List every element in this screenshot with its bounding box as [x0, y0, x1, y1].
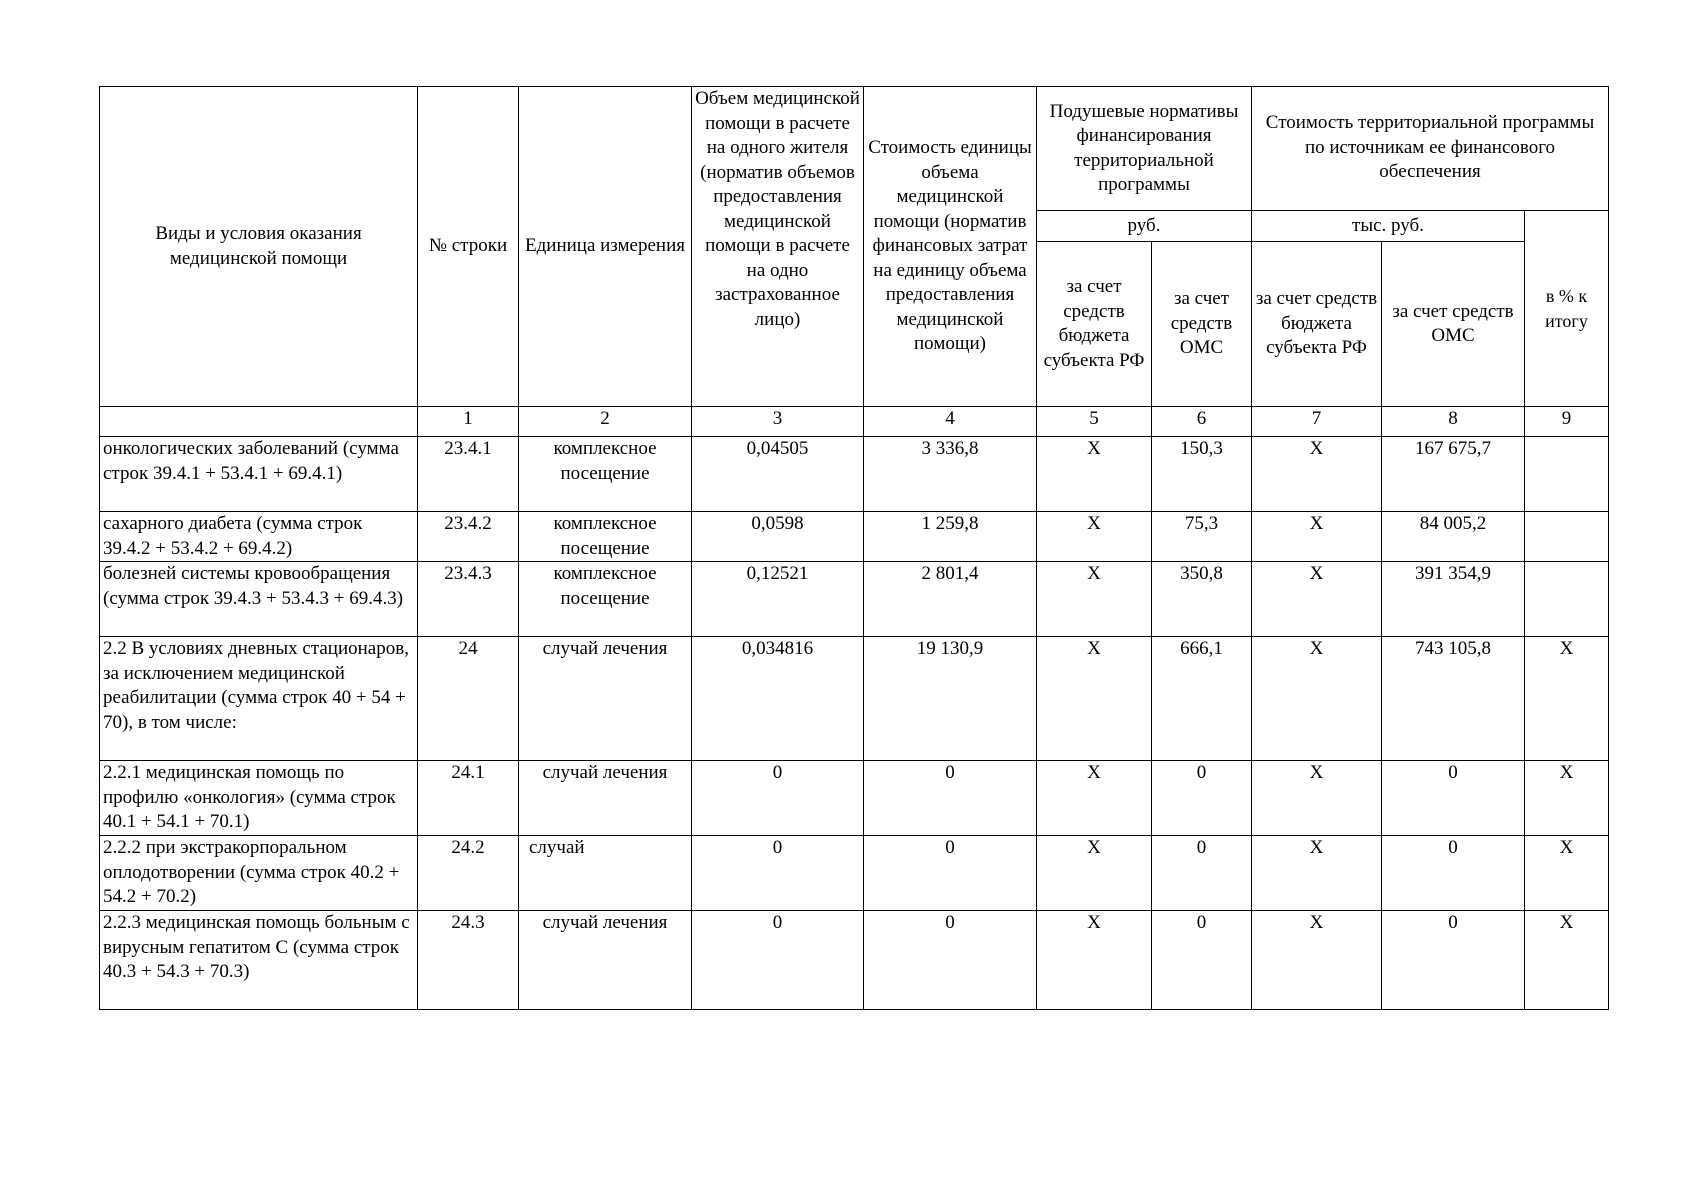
row-volume: 0,0598 — [692, 512, 864, 562]
row-percent — [1525, 437, 1609, 512]
row-pc-budget: X — [1037, 437, 1152, 512]
row-number: 24 — [418, 637, 519, 761]
row-t-oms: 0 — [1382, 761, 1525, 836]
column-number: 3 — [692, 407, 864, 437]
row-t-oms: 0 — [1382, 911, 1525, 1010]
row-volume: 0,04505 — [692, 437, 864, 512]
row-number: 24.3 — [418, 911, 519, 1010]
row-t-oms: 0 — [1382, 836, 1525, 911]
column-number: 4 — [864, 407, 1037, 437]
row-pc-oms: 0 — [1152, 836, 1252, 911]
row-cost: 19 130,9 — [864, 637, 1037, 761]
financing-table — [99, 86, 1609, 1010]
row-t-budget: X — [1252, 562, 1382, 637]
header-cost: Стоимость единицы объема медицинской помощи (норматив финансовых затрат на единицу объема предоставления медицинской помощи) — [864, 87, 1037, 407]
row-cost: 0 — [864, 836, 1037, 911]
row-volume: 0 — [692, 761, 864, 836]
header-percent: в % к итогу — [1525, 211, 1609, 407]
row-number: 23.4.1 — [418, 437, 519, 512]
row-unit: случай лечения — [519, 911, 692, 1010]
row-t-budget: X — [1252, 761, 1382, 836]
row-pc-budget: X — [1037, 637, 1152, 761]
table-row — [100, 761, 1609, 836]
column-number: 5 — [1037, 407, 1152, 437]
table-row — [100, 836, 1609, 911]
row-t-budget: X — [1252, 911, 1382, 1010]
row-volume: 0,034816 — [692, 637, 864, 761]
row-cost: 0 — [864, 761, 1037, 836]
row-pc-budget: X — [1037, 562, 1152, 637]
row-number: 23.4.3 — [418, 562, 519, 637]
row-name: болезней системы кровообращения (сумма строк 39.4.3 + 53.4.3 + 69.4.3) — [100, 562, 418, 637]
row-cost: 0 — [864, 911, 1037, 1010]
row-pc-oms: 350,8 — [1152, 562, 1252, 637]
row-pc-oms: 75,3 — [1152, 512, 1252, 562]
row-volume: 0,12521 — [692, 562, 864, 637]
row-unit: случай лечения — [519, 761, 692, 836]
row-percent: X — [1525, 761, 1609, 836]
row-t-oms: 391 354,9 — [1382, 562, 1525, 637]
row-unit: комплексное посещение — [519, 512, 692, 562]
row-number: 24.1 — [418, 761, 519, 836]
row-t-oms: 167 675,7 — [1382, 437, 1525, 512]
row-t-oms: 84 005,2 — [1382, 512, 1525, 562]
row-number: 24.2 — [418, 836, 519, 911]
row-unit: комплексное посещение — [519, 562, 692, 637]
header-unit-thousand-rub: тыс. руб. — [1252, 211, 1525, 242]
row-cost: 3 336,8 — [864, 437, 1037, 512]
row-cost: 1 259,8 — [864, 512, 1037, 562]
row-pc-oms: 0 — [1152, 761, 1252, 836]
header-percapita-group: Подушевые нормативы финансирования территориальной программы — [1037, 87, 1252, 211]
row-volume: 0 — [692, 836, 864, 911]
row-t-oms: 743 105,8 — [1382, 637, 1525, 761]
column-number-row — [100, 407, 1609, 437]
row-t-budget: X — [1252, 836, 1382, 911]
row-t-budget: X — [1252, 512, 1382, 562]
column-number: 1 — [418, 407, 519, 437]
row-name: 2.2 В условиях дневных стационаров, за исключением медицинской реабилитации (сумма строк 40 + 54 + 70), в том числе: — [100, 637, 418, 761]
row-cost: 2 801,4 — [864, 562, 1037, 637]
row-pc-oms: 0 — [1152, 911, 1252, 1010]
row-t-budget: X — [1252, 637, 1382, 761]
row-name: онкологических заболеваний (сумма строк 39.4.1 + 53.4.1 + 69.4.1) — [100, 437, 418, 512]
header-unit-rub: руб. — [1037, 211, 1252, 242]
row-percent: X — [1525, 911, 1609, 1010]
table-header — [100, 87, 1609, 437]
row-percent: X — [1525, 836, 1609, 911]
row-pc-budget: X — [1037, 512, 1152, 562]
row-percent: X — [1525, 637, 1609, 761]
row-unit: случай лечения — [519, 637, 692, 761]
column-number: 2 — [519, 407, 692, 437]
row-pc-oms: 666,1 — [1152, 637, 1252, 761]
row-t-budget: X — [1252, 437, 1382, 512]
header-t-budget: за счет средств бюджета субъекта РФ — [1252, 242, 1382, 407]
row-pc-budget: X — [1037, 911, 1152, 1010]
row-name: 2.2.3 медицинская помощь больным с вирусным гепатитом С (сумма строк 40.3 + 54.3 + 70.3) — [100, 911, 418, 1010]
table-row — [100, 512, 1609, 562]
column-number: 6 — [1152, 407, 1252, 437]
row-volume: 0 — [692, 911, 864, 1010]
row-pc-oms: 150,3 — [1152, 437, 1252, 512]
table-body — [100, 437, 1609, 1010]
column-number — [100, 407, 418, 437]
row-name: 2.2.1 медицинская помощь по профилю «онкология» (сумма строк 40.1 + 54.1 + 70.1) — [100, 761, 418, 836]
row-percent — [1525, 562, 1609, 637]
row-pc-budget: X — [1037, 761, 1152, 836]
column-number: 9 — [1525, 407, 1609, 437]
header-unit: Единица измерения — [519, 87, 692, 407]
header-pc-oms: за счет средств ОМС — [1152, 242, 1252, 407]
row-unit: случай — [519, 836, 692, 911]
row-percent — [1525, 512, 1609, 562]
header-types: Виды и условия оказания медицинской помощи — [100, 87, 418, 407]
table-row — [100, 437, 1609, 512]
header-t-oms: за счет средств ОМС — [1382, 242, 1525, 407]
column-number: 7 — [1252, 407, 1382, 437]
header-rowno: № строки — [418, 87, 519, 407]
row-pc-budget: X — [1037, 836, 1152, 911]
header-total-group: Стоимость территориальной программы по источникам ее финансового обеспечения — [1252, 87, 1609, 211]
table-row — [100, 562, 1609, 637]
row-unit: комплексное посещение — [519, 437, 692, 512]
row-name: сахарного диабета (сумма строк 39.4.2 + 53.4.2 + 69.4.2) — [100, 512, 418, 562]
row-name: 2.2.2 при экстракорпоральном оплодотворении (сумма строк 40.2 + 54.2 + 70.2) — [100, 836, 418, 911]
table-row — [100, 911, 1609, 1010]
row-number: 23.4.2 — [418, 512, 519, 562]
column-number: 8 — [1382, 407, 1525, 437]
table-row — [100, 637, 1609, 761]
header-pc-budget: за счет средств бюджета субъекта РФ — [1037, 242, 1152, 407]
header-volume: Объем медицинской помощи в расчете на одного жителя (норматив объемов предоставления медицинской помощи в расчете на одно застрахованное лицо) — [692, 87, 864, 407]
